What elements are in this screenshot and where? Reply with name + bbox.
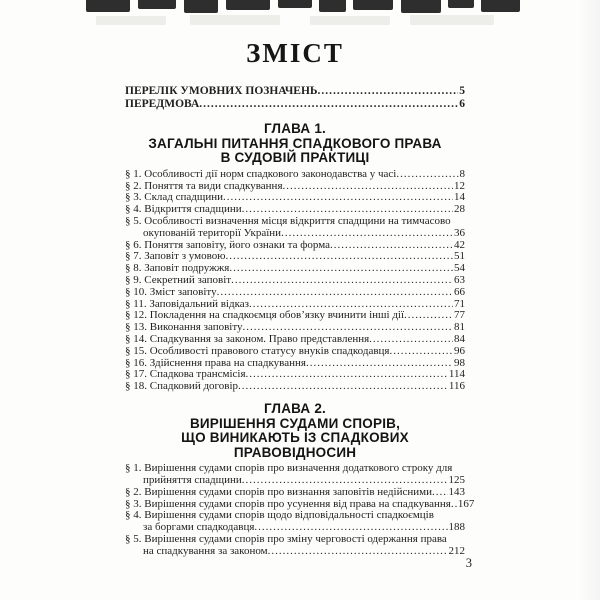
dot-leader [223, 192, 453, 204]
entry-text: § 18. Спадковий договір [125, 380, 239, 393]
entry-text: § 17. Спадкова трансмісія [125, 368, 246, 381]
scan-artifact [96, 16, 166, 25]
toc-entry [125, 381, 465, 393]
entry-text: § 15. Особливості правового статусу внуків спадкодавця [125, 344, 390, 357]
dot-leader [390, 346, 454, 358]
toc-entry-line [125, 169, 465, 181]
chapter-heading [125, 402, 465, 460]
entry-page: 63 [454, 273, 465, 286]
scan-artifact [278, 0, 312, 8]
toc-entry-line [125, 346, 465, 358]
entry-text: на спадкування за законом [143, 544, 268, 557]
chapter-heading-line: ЩО ВИНИКАЮТЬ ІЗ СПАДКОВИХ [181, 430, 409, 446]
scan-artifact [86, 0, 130, 12]
front-matter-entry [125, 85, 465, 98]
toc-entry-line [125, 546, 465, 558]
front-matter-entry [125, 98, 465, 111]
dot-leader [330, 240, 453, 252]
entry-page: 125 [448, 474, 465, 487]
toc-entry [125, 169, 465, 181]
entry-text: § 7. Заповіт з умовою [125, 250, 226, 263]
entry-text: § 2. Вирішення судами спорів про визнання заповітів недійсними [125, 485, 432, 498]
entry-text: § 9. Секретний заповіт [125, 273, 232, 286]
entry-page: 98 [454, 356, 465, 369]
entry-text: § 3. Вирішення судами спорів про усунення від права на спадкування [125, 497, 451, 510]
entry-text: § 3. Склад спадщини [125, 191, 224, 204]
chapters [125, 121, 475, 558]
toc-entry [125, 216, 465, 240]
entry-text: прийняття спадщини [143, 474, 242, 487]
entry-page: 114 [448, 368, 465, 381]
dot-leader [231, 275, 453, 287]
entry-page: 28 [454, 203, 465, 216]
chapter-heading-line: ГЛАВА 1. [264, 121, 326, 136]
dot-leader [432, 487, 448, 499]
toc-entry-line [125, 98, 465, 111]
scan-artifact [190, 15, 280, 25]
scan-artifact [410, 15, 494, 25]
toc-entry [125, 463, 465, 487]
scan-artifact [319, 0, 346, 12]
entry-text: § 1. Особливості дії норм спадкового законодавства у часі [125, 167, 397, 180]
entry-text: § 4. Відкриття спадщини [125, 203, 242, 216]
entry-page: 84 [454, 332, 465, 345]
toc-entry [125, 346, 465, 358]
entry-page: 54 [454, 262, 465, 275]
entry-text: за боргами спадкодавця [143, 521, 255, 534]
dot-leader [225, 251, 453, 263]
toc-content [125, 38, 475, 558]
entry-text: § 11. Заповідальний відказ [125, 297, 249, 310]
toc-entry-line [125, 487, 465, 499]
chapter-heading [125, 122, 465, 166]
entry-page: 6 [459, 98, 465, 110]
chapter-entries [125, 462, 475, 557]
entry-text: § 10. Зміст заповіту [125, 285, 217, 298]
toc-entry-line [125, 334, 465, 346]
entry-page: 143 [448, 485, 465, 498]
toc-entry [125, 510, 465, 534]
toc-entry-line: § 5. Вирішення судами спорів про зміну черговості одержання права [125, 533, 447, 546]
entry-page: 8 [459, 167, 465, 180]
entry-page: 12 [454, 179, 465, 192]
dot-leader [217, 287, 453, 299]
dot-leader [404, 310, 453, 322]
toc-entry-line: § 4. Вирішення судами спорів щодо відповідальності спадкоємців [125, 509, 434, 522]
scan-artifact [353, 0, 393, 10]
toc-entry [125, 287, 465, 299]
entry-text: § 6. Поняття заповіту, його ознаки та форма [125, 238, 330, 251]
entry-page: 116 [448, 380, 465, 393]
scan-artifact [138, 0, 176, 9]
toc-entry-line [125, 85, 465, 98]
scan-artifact [310, 16, 390, 25]
entry-page: 14 [454, 191, 465, 204]
page-number: 3 [465, 556, 472, 570]
entry-text: окупованій території України [143, 226, 282, 239]
chapter-heading-line: ЗАГАЛЬНІ ПИТАННЯ СПАДКОВОГО ПРАВА [148, 135, 442, 151]
entry-text: § 16. Здійснення права на спадкування [125, 356, 306, 369]
scan-artifact [226, 0, 270, 10]
front-matter [125, 85, 465, 111]
scan-artifact [448, 0, 474, 8]
entry-page: 212 [448, 544, 465, 557]
scan-artifact-strip [0, 0, 600, 36]
entry-text: § 8. Заповіт подружжя [125, 262, 230, 275]
dot-leader [283, 181, 453, 193]
toc-entry-line: § 1. Вирішення судами спорів про визначення додаткового строку для [125, 462, 453, 475]
dot-leader [199, 98, 458, 111]
entry-page: 96 [454, 344, 465, 357]
entry-page: 36 [454, 226, 465, 239]
chapter-entries [125, 169, 465, 393]
toc-entry-line [125, 228, 465, 240]
dot-leader [318, 85, 459, 98]
dot-leader [306, 358, 453, 370]
chapter-heading-line: ГЛАВА 2. [264, 400, 326, 416]
entry-page: 81 [454, 321, 465, 334]
toc-entry-line [125, 381, 465, 393]
entry-page: 167 [457, 497, 475, 510]
dot-leader [246, 369, 448, 381]
chapter-heading-line: ВИРІШЕННЯ СУДАМИ СПОРІВ, [189, 415, 401, 431]
entry-text: § 13. Виконання заповіту [125, 321, 243, 334]
scan-artifact [184, 0, 218, 13]
chapter-heading-line: В СУДОВІЙ ПРАКТИЦІ [220, 150, 370, 166]
entry-text: § 2. Поняття та види спадкування [125, 179, 283, 192]
toc-title: ЗМІСТ [246, 38, 344, 68]
entry-page: 5 [459, 85, 465, 97]
entry-page: 188 [448, 521, 465, 534]
toc-entry-line [125, 287, 465, 299]
entry-text: § 12. Покладення на спадкоємця обов’язку вчинити інші дії [125, 309, 405, 322]
scan-artifact [401, 0, 441, 13]
toc-entry-line: § 5. Особливості визначення місця відкриття спадщини на тимчасово [125, 214, 451, 227]
dot-leader [369, 334, 453, 346]
entry-text: § 14. Спадкування за законом. Право представлення [125, 332, 370, 345]
toc-entry [125, 334, 465, 346]
dot-leader [268, 546, 448, 558]
entry-page: 77 [454, 309, 465, 322]
dot-leader [238, 381, 448, 393]
dot-leader [229, 263, 453, 275]
scan-artifact [481, 0, 520, 12]
dot-leader [281, 228, 453, 240]
entry-text: ПЕРЕЛІК УМОВНИХ ПОЗНАЧЕНЬ [125, 85, 318, 97]
chapter-heading-line: ПРАВОВІДНОСИН [233, 444, 357, 460]
entry-page: 51 [454, 250, 465, 263]
entry-page: 71 [454, 297, 465, 310]
entry-page: 66 [454, 285, 465, 298]
toc-entry-line [125, 275, 465, 287]
toc-entry [125, 534, 465, 558]
dot-leader [396, 169, 458, 181]
entry-text: ПЕРЕДМОВА [125, 98, 200, 110]
entry-page: 42 [454, 238, 465, 251]
toc-entry [125, 275, 465, 287]
toc-entry [125, 487, 465, 499]
